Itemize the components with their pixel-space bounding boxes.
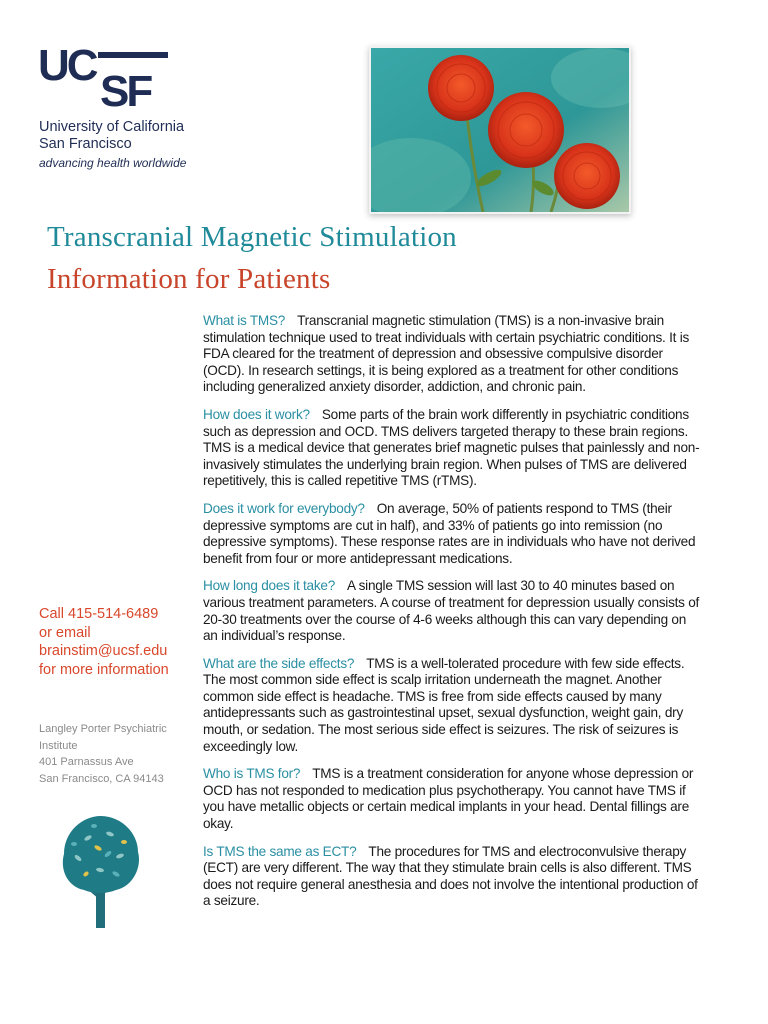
faq-question: Does it work for everybody? bbox=[203, 500, 365, 516]
email-address: brainstim@ucsf.edu bbox=[39, 643, 168, 659]
faq-answer: The procedures for TMS and electroconvulsive therapy (ECT) are very different. The way that they stimulate brain cells is also different. TMS does not require general anesthesia and does not involve the intentional production of a seizure. bbox=[203, 843, 698, 909]
tree-icon bbox=[58, 814, 144, 935]
tagline: advancing health worldwide bbox=[39, 156, 187, 170]
faq-answer: Transcranial magnetic stimulation (TMS) is a non-invasive brain stimulation technique used to treat individuals with certain psychiatric conditions. It is FDA cleared for the treatment of depression and obsessive compulsive disorder (OCD). In research settings, it is being explored as a treatment for other conditions including generalized anxiety disorder, addiction, and chronic pain. bbox=[203, 313, 690, 395]
faq-item bbox=[203, 407, 701, 490]
address-line: Langley Porter Psychiatric bbox=[39, 723, 167, 735]
city-line: San Francisco bbox=[39, 136, 132, 152]
address-line: Institute bbox=[39, 739, 78, 752]
title-line-1: Transcranial Magnetic Stimulation bbox=[47, 221, 457, 253]
contact-info bbox=[39, 605, 169, 679]
phone-number: Call 415-514-6489 bbox=[39, 606, 159, 622]
ucsf-logo bbox=[38, 44, 170, 110]
svg-text:SF: SF bbox=[100, 67, 151, 110]
faq-question: Is TMS the same as ECT? bbox=[203, 843, 357, 859]
faq-question: How long does it take? bbox=[203, 578, 336, 594]
flowers-image bbox=[371, 48, 629, 212]
title-line-2: Information for Patients bbox=[47, 263, 331, 295]
faq-answer: A single TMS session will last 30 to 40 minutes based on various treatment parameters. A course of treatment for depression usually consists of 20-30 treatments over the course of 4-6 weeks although this can vary depending on an individual’s response. bbox=[203, 578, 700, 644]
address-line: 401 Parnassus Ave bbox=[39, 756, 134, 768]
faq-item bbox=[203, 766, 701, 832]
faq-answer: TMS is a well-tolerated procedure with few side effects. The most common side effect is scalp irritation underneath the magnet. Another common side effect is headache. TMS is free from side effects caused by many antidepressants such as gastrointestinal upset, sexual dysfunction, weight gain, dry mouth, or sedation. The most serious side effect is seizures. The risk of seizures is exceedingly low. bbox=[203, 655, 685, 754]
more-info-label: for more information bbox=[39, 661, 169, 678]
faq-answer: On average, 50% of patients respond to TMS (their depressive symptoms are cut in half), and 33% of patients go into remission (no depressive symptoms). These response rates are in individuals who have not derived benefit from four or more antidepressant medications. bbox=[203, 500, 696, 566]
ucsf-wordmark bbox=[38, 44, 170, 110]
svg-text:UC: UC bbox=[38, 44, 96, 90]
university-name bbox=[39, 119, 184, 153]
dahlia-photo bbox=[369, 46, 631, 214]
faq-answer: Some parts of the brain work differently in psychiatric conditions such as depression and OCD. TMS delivers targeted therapy to these brain regions. TMS is a medical device that generates brief magnetic pulses that painlessly and non-invasively stimulates the underlying brain region. When pulses of TMS are delivered repetitively, this is called repetitive TMS (rTMS). bbox=[203, 406, 700, 489]
or-email-label: or email bbox=[39, 624, 91, 641]
address-line: San Francisco, CA 94143 bbox=[39, 772, 164, 785]
faq-question: How does it work? bbox=[203, 406, 310, 422]
faq-answer: TMS is a treatment consideration for anyone whose depression or OCD has not responded to medication plus psychotherapy. You cannot have TMS if you have metallic objects or certain medical implants in your head. Dental fillings are okay. bbox=[203, 766, 694, 832]
faq-question: Who is TMS for? bbox=[203, 766, 301, 782]
faq-item bbox=[203, 844, 701, 910]
faq-item bbox=[203, 313, 701, 396]
university-line: University of California bbox=[39, 119, 185, 135]
faq-item bbox=[203, 656, 701, 756]
faq-content bbox=[203, 313, 701, 921]
faq-question: What is TMS? bbox=[203, 313, 286, 328]
faq-question: What are the side effects? bbox=[203, 655, 355, 671]
address-block bbox=[39, 721, 167, 787]
faq-item bbox=[203, 578, 701, 644]
faq-item bbox=[203, 501, 701, 567]
